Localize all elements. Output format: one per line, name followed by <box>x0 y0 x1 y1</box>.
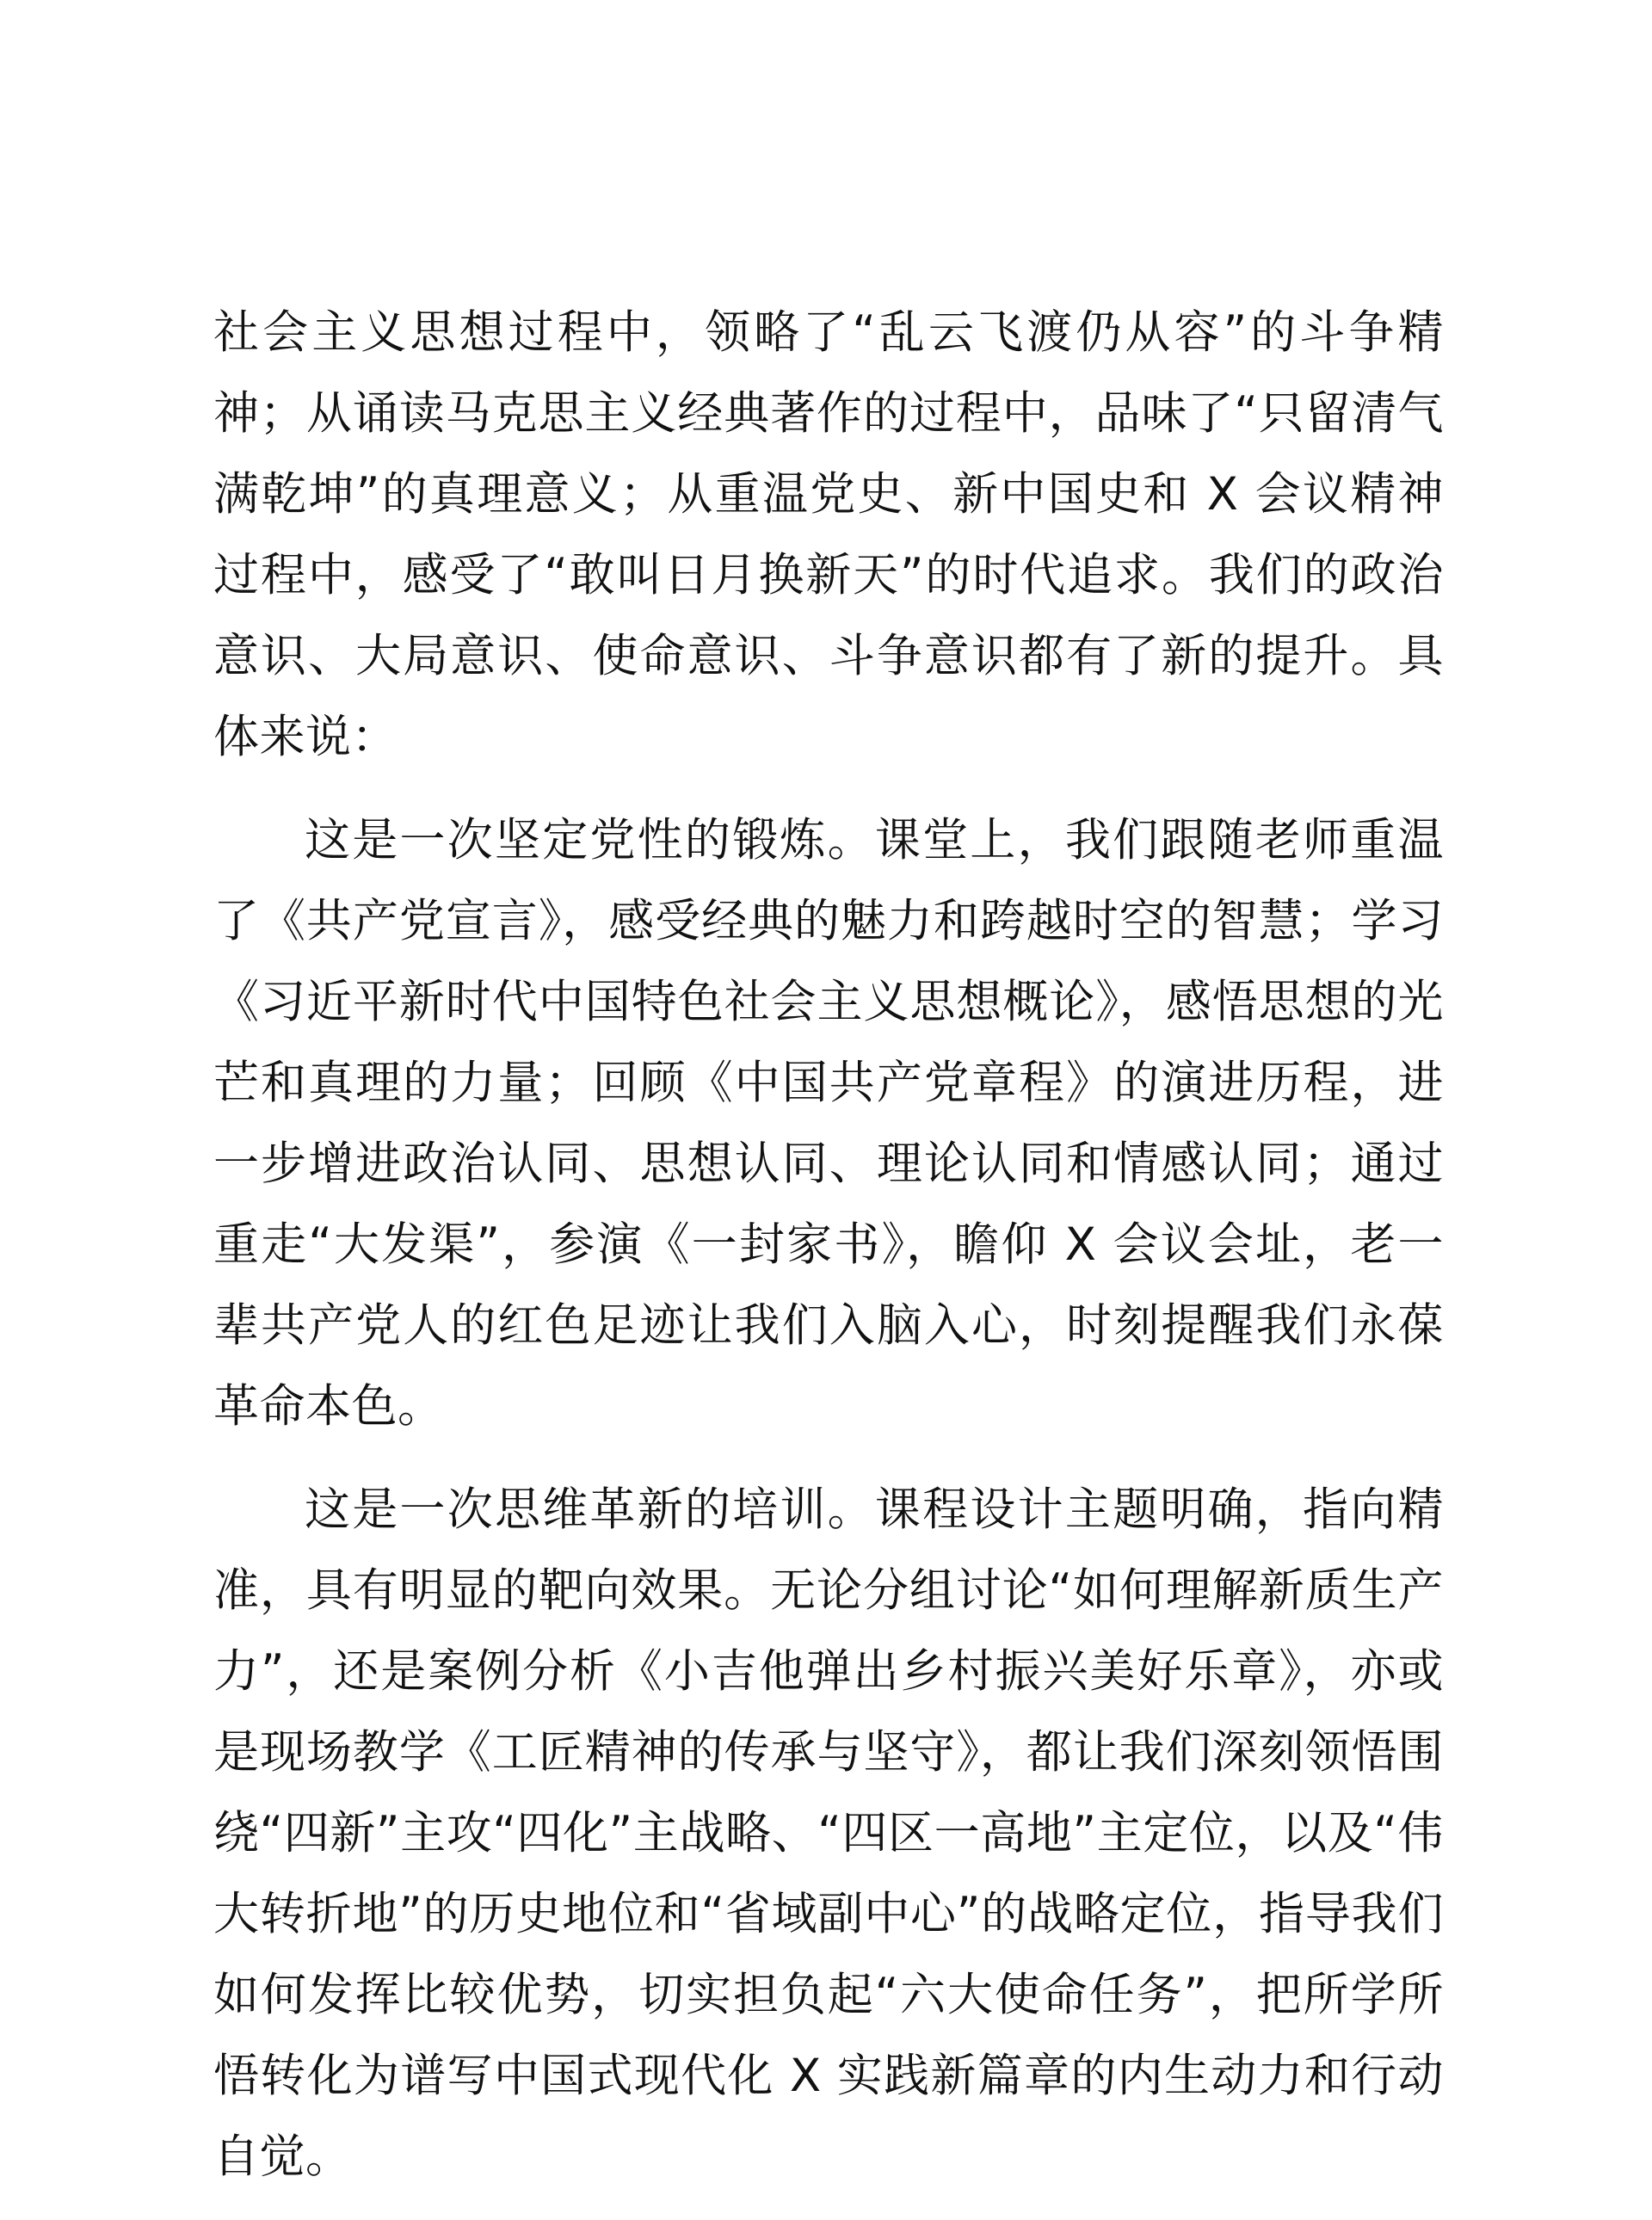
paragraph-3: 这是一次思维革新的培训。课程设计主题明确，指向精准，具有明显的靶向效果。无论分组讨论“如何理解新质生产力”，还是案例分析《小吉他弹出乡村振兴美好乐章》，亦或是现场教学《工匠精神的传承与坚守》，都让我们深刻领悟围绕“四新”主攻“四化”主战略、“四区一高地”主定位，以及“伟大转折地”的历史地位和“省域副中心”的战略定位，指导我们如何发挥比较优势，切实担负起“六大使命任务”，把所学所悟转化为谱写中国式现代化 X 实践新篇章的内生动力和行动自觉。 <box>213 1483 1444 2183</box>
paragraph-1: 社会主义思想过程中，领略了“乱云飞渡仍从容”的斗争精神；从诵读马克思主义经典著作的过程中，品味了“只留清气满乾坤”的真理意义；从重温党史、新中国史和 X 会议精神过程中，感受了“敢叫日月换新天”的时代追求。我们的政治意识、大局意识、使命意识、斗争意识都有了新的提升。具体来说： <box>213 306 1444 763</box>
paragraph-2: 这是一次坚定党性的锻炼。课堂上，我们跟随老师重温了《共产党宣言》，感受经典的魅力和跨越时空的智慧；学习《习近平新时代中国特色社会主义思想概论》，感悟思想的光芒和真理的力量；回顾《中国共产党章程》的演进历程，进一步增进政治认同、思想认同、理论认同和情感认同；通过重走“大发渠”，参演《一封家书》，瞻仰 X 会议会址，老一辈共产党人的红色足迹让我们入脑入心，时刻提醒我们永葆革命本色。 <box>213 814 1444 1433</box>
document-body <box>213 293 1444 2220</box>
